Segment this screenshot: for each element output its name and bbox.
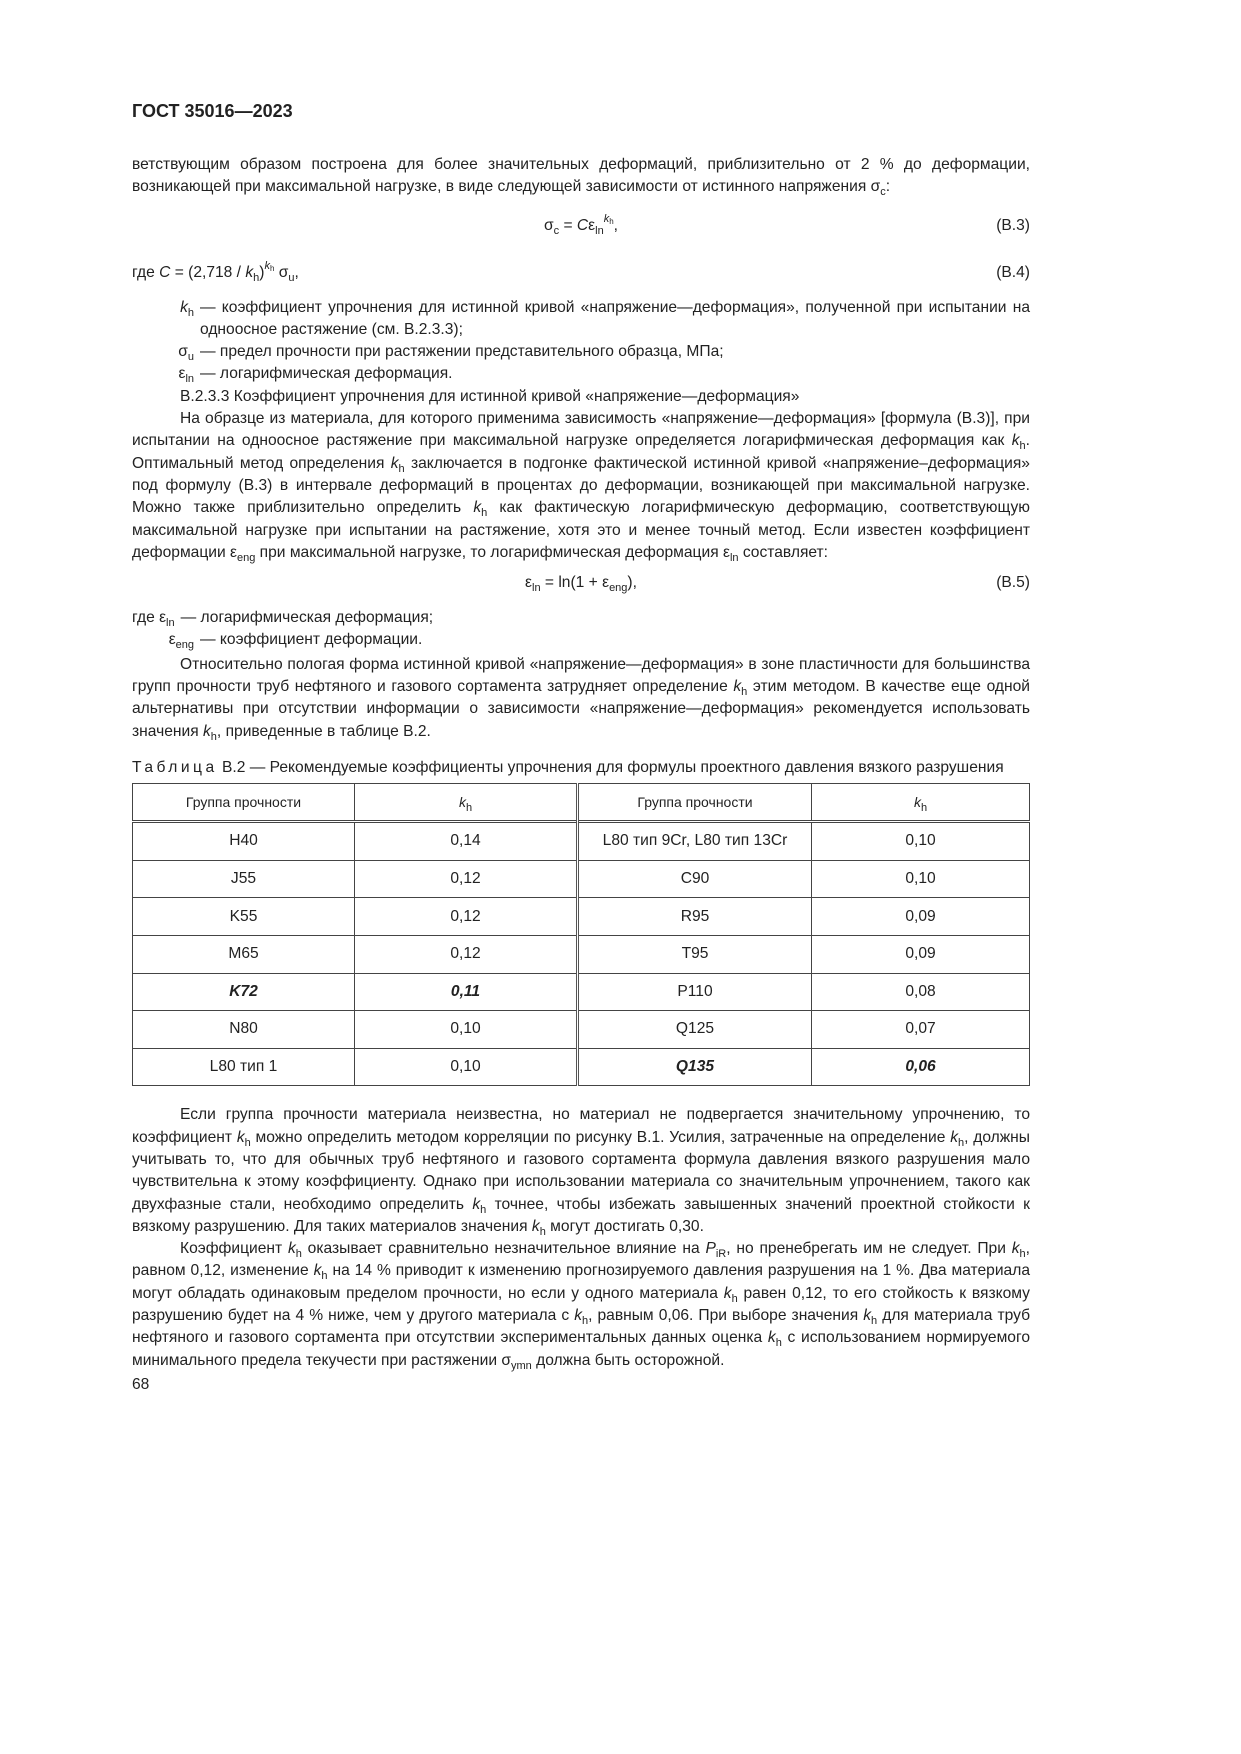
kh-value-cell: 0,10 bbox=[812, 822, 1030, 861]
subscript: ymn bbox=[511, 1359, 532, 1372]
kh-value-cell: 0,14 bbox=[355, 822, 578, 861]
text-run: = (2,718 / bbox=[170, 263, 246, 281]
italic-symbol: k bbox=[473, 499, 482, 517]
definition-item bbox=[132, 607, 1030, 629]
definition-text: — логарифмическая деформация. bbox=[200, 365, 453, 383]
subscript: h bbox=[775, 1337, 782, 1350]
text-run: , должны учитывать то, что для обычных труб нефтяного и газового сортамента формула давления вязкого разрушения мало чувствительна к этому коэффициенту. Однако при использовании материала со значительным упрочнением, такого как двухфазные стали, необходимо определить bbox=[132, 1128, 1031, 1213]
italic-symbol: k bbox=[245, 263, 254, 281]
text-run: ε bbox=[178, 365, 186, 383]
text-run: ε bbox=[525, 574, 532, 592]
strength-group-cell: K55 bbox=[133, 898, 355, 936]
italic-symbol: k bbox=[1011, 432, 1020, 450]
strength-group-cell: H40 bbox=[133, 822, 355, 861]
italic-symbol: k bbox=[472, 1195, 481, 1213]
formula-number: (B.5) bbox=[996, 574, 1030, 592]
italic-symbol: k bbox=[863, 1307, 872, 1325]
text-run: равен 0,12, то его стойкость к вязкому разрушению будет на 4 % ниже, чем у другого материала с bbox=[132, 1284, 1030, 1325]
italic-symbol: k bbox=[180, 298, 188, 316]
text-run: σ bbox=[274, 263, 289, 281]
text-run: = bbox=[559, 216, 577, 234]
subscript: h bbox=[481, 507, 488, 520]
subscript: h bbox=[398, 462, 405, 475]
strength-group-cell: Q125 bbox=[578, 1011, 812, 1049]
superscript: kh bbox=[603, 212, 614, 226]
definition-item bbox=[132, 297, 1030, 342]
subscript: c bbox=[880, 186, 886, 199]
text-run: заключается в подгонке фактической истинной кривой «напряжение–деформация» под формулу (B.3) в интервале деформаций в процентах до деформации, возникающей при максимальной нагрузке. Можно также приблизительно определить bbox=[132, 454, 1030, 517]
subscript: h bbox=[187, 306, 194, 319]
kh-value-cell: 0,10 bbox=[355, 1048, 578, 1086]
text-run: , bbox=[613, 216, 618, 234]
table-header-row bbox=[133, 784, 1030, 822]
formula-b3 bbox=[132, 212, 1030, 237]
paragraph bbox=[132, 154, 1030, 199]
paragraph bbox=[132, 408, 1030, 564]
kh-value-cell: 0,12 bbox=[355, 860, 578, 898]
text-run: оказывает сравнительно незначительное влияние на bbox=[301, 1240, 706, 1258]
subscript: h bbox=[958, 1136, 965, 1149]
strength-group-cell: T95 bbox=[578, 936, 812, 974]
subscript: h bbox=[295, 1248, 302, 1261]
text-run: . Оптимальный метод определения bbox=[132, 432, 1030, 472]
body-top bbox=[132, 154, 1030, 1396]
kh-value-cell: 0,09 bbox=[812, 898, 1030, 936]
column-header: Группа прочности bbox=[578, 784, 812, 822]
text-run: ветствующим образом построена для более значительных деформаций, приблизительно от 2 % до деформации, возникающей при максимальной нагрузке, в виде следующей зависимости от истинного напряжения σ bbox=[132, 156, 1030, 196]
text-run: , но пренебрегать им не следует. При bbox=[726, 1240, 1012, 1258]
subscript: eng bbox=[175, 639, 194, 652]
italic-symbol: k bbox=[1011, 1240, 1020, 1258]
strength-group-cell: K72 bbox=[133, 973, 355, 1011]
subscript: h bbox=[731, 1292, 738, 1305]
table-row bbox=[133, 822, 1030, 861]
strength-group-cell: L80 тип 1 bbox=[133, 1048, 355, 1086]
subscript: u bbox=[187, 351, 194, 364]
kh-value-cell: 0,12 bbox=[355, 936, 578, 974]
italic-symbol: k bbox=[287, 1240, 296, 1258]
italic-symbol: k bbox=[531, 1217, 540, 1235]
text-run: могут достигать 0,30. bbox=[545, 1217, 704, 1235]
strength-group-cell: L80 тип 9Cr, L80 тип 13Cr bbox=[578, 822, 812, 861]
italic-symbol: k bbox=[767, 1329, 776, 1347]
hardening-coefficients-table bbox=[132, 783, 1030, 1086]
subscript: ln bbox=[185, 373, 194, 386]
formula-b4 bbox=[132, 259, 1030, 284]
text-run: ) bbox=[259, 263, 265, 281]
table-row bbox=[133, 973, 1030, 1011]
definition-symbol bbox=[132, 341, 200, 363]
subscript: h bbox=[1019, 440, 1026, 453]
subscript: h bbox=[210, 730, 217, 743]
document-header: ГОСТ 35016—2023 bbox=[132, 101, 293, 121]
definition-item bbox=[132, 629, 1030, 651]
subscript: ln bbox=[729, 551, 739, 564]
strength-group-cell: P110 bbox=[578, 973, 812, 1011]
formula-expression bbox=[132, 212, 1030, 237]
column-header: Группа прочности bbox=[133, 784, 355, 822]
subscript: h bbox=[480, 1203, 487, 1216]
text-run: , равном 0,12, изменение bbox=[132, 1240, 1030, 1280]
subscript: ln bbox=[532, 582, 541, 595]
definitions-list bbox=[132, 607, 1030, 652]
text-run: Относительно пологая форма истинной кривой «напряжение—деформация» в зоне пластичности для большинства групп прочности труб нефтяного и газового сортамента затрудняет определение bbox=[132, 655, 1030, 696]
text-run: : bbox=[885, 178, 891, 196]
italic-symbol: k bbox=[203, 722, 211, 740]
text-run: , приведенные в таблице B.2. bbox=[216, 722, 431, 740]
subscript: iR bbox=[715, 1248, 727, 1261]
text-run: , равным 0,06. При выборе значения bbox=[588, 1307, 864, 1325]
definition-symbol bbox=[132, 607, 181, 629]
italic-symbol: k bbox=[733, 678, 742, 696]
definition-symbol bbox=[132, 297, 200, 342]
subscript: ln bbox=[595, 224, 604, 237]
definition-text: — коэффициент упрочнения для истинной кривой «напряжение—деформация», полученной при испытании на одноосное растяжение (см. B.2.3.3); bbox=[200, 298, 1030, 338]
page-number: 68 bbox=[132, 1375, 150, 1393]
kh-value-cell: 0,10 bbox=[355, 1011, 578, 1049]
strength-group-cell: J55 bbox=[133, 860, 355, 898]
italic-symbol: P bbox=[705, 1240, 716, 1258]
italic-symbol: k bbox=[950, 1128, 958, 1146]
definition-item bbox=[132, 341, 1030, 363]
text-run: должна быть осторожной. bbox=[531, 1351, 725, 1369]
kh-value-cell: 0,08 bbox=[812, 973, 1030, 1011]
subscript: ln bbox=[166, 617, 175, 630]
definition-text: — коэффициент деформации. bbox=[200, 631, 423, 649]
kh-value-cell: 0,12 bbox=[355, 898, 578, 936]
subscript: h bbox=[1019, 1248, 1026, 1261]
strength-group-cell: Q135 bbox=[578, 1048, 812, 1086]
text-run: = ln(1 + ε bbox=[540, 574, 610, 592]
subscript: h bbox=[581, 1315, 589, 1328]
definition-symbol bbox=[132, 363, 200, 385]
italic-symbol: C bbox=[159, 263, 171, 281]
subscript: h bbox=[253, 271, 260, 284]
strength-group-cell: M65 bbox=[133, 936, 355, 974]
text-run: где ε bbox=[132, 609, 167, 627]
italic-symbol: k bbox=[723, 1284, 732, 1302]
subscript: h bbox=[539, 1225, 546, 1238]
text-run: составляет: bbox=[738, 543, 829, 561]
text-run: можно определить методом корреляции по рисунку B.1. Усилия, затраченные на определение bbox=[250, 1128, 951, 1146]
subscript: eng bbox=[236, 551, 256, 564]
strength-group-cell: R95 bbox=[578, 898, 812, 936]
subscript: eng bbox=[609, 582, 628, 595]
table-caption-word: Таблица bbox=[132, 758, 218, 776]
subscript: h bbox=[871, 1315, 878, 1328]
table-row bbox=[133, 1048, 1030, 1086]
subscript: c bbox=[553, 224, 560, 237]
text-run: , bbox=[294, 263, 299, 281]
subscript: u bbox=[288, 271, 295, 284]
table-row bbox=[133, 936, 1030, 974]
column-header: $k_h$ bbox=[355, 784, 578, 822]
formula-expression bbox=[132, 259, 299, 284]
text-run: σ bbox=[544, 216, 554, 234]
definition-symbol bbox=[132, 629, 200, 651]
italic-symbol: k bbox=[236, 1128, 245, 1146]
superscript: kh bbox=[264, 259, 275, 273]
text-run: этим методом. В качестве еще одной альтернативы при отсутствии информации о зависимости «напряжение—деформация» рекомендуется использовать значения bbox=[132, 678, 1031, 740]
definitions-list bbox=[132, 297, 1030, 386]
text-run: σ bbox=[178, 343, 188, 361]
text-run: при максимальной нагрузке, то логарифмическая деформация ε bbox=[255, 543, 730, 561]
text-run: где bbox=[132, 263, 160, 281]
table-caption-text: B.2 — Рекомендуемые коэффициенты упрочнения для формулы проектного давления вязкого разрушения bbox=[222, 758, 1004, 776]
italic-symbol: C bbox=[576, 216, 589, 234]
paragraph bbox=[132, 654, 1030, 743]
paragraph bbox=[132, 1238, 1030, 1372]
text-run: как фактическую логарифмическую деформацию, соответствующую максимальной нагрузке при испытании на растяжение, хотя это и менее точный метод. Если известен коэффициент деформации ε bbox=[132, 499, 1030, 561]
table-row bbox=[133, 860, 1030, 898]
text-run: ε bbox=[168, 631, 176, 649]
kh-value-cell: 0,11 bbox=[355, 973, 578, 1011]
definition-text: — логарифмическая деформация; bbox=[180, 609, 434, 627]
column-header: $k_h$ bbox=[812, 784, 1030, 822]
text-run: Коэффициент bbox=[180, 1240, 288, 1258]
text-run: на 14 % приводит к изменению прогнозируемого давления разрушения на 1 %. Два материала могут обладать одинаковым пределом прочности, но если у одного материала bbox=[132, 1262, 1030, 1302]
text-run: ε bbox=[588, 216, 596, 234]
subscript: h bbox=[741, 686, 748, 699]
table-caption bbox=[132, 757, 1030, 779]
text-run: с использованием нормируемого минимального предела текучести при растяжении σ bbox=[132, 1329, 1030, 1369]
text-run: для материала труб нефтяного и газового сортамента при отсутствии экспериментальных данных оценка bbox=[132, 1307, 1031, 1347]
formula-expression bbox=[132, 572, 1030, 594]
definition-text: — предел прочности при растяжении представительного образца, МПа; bbox=[200, 343, 724, 361]
italic-symbol: k bbox=[574, 1307, 582, 1325]
table-row bbox=[133, 1011, 1030, 1049]
text-run: На образце из материала, для которого применима зависимость «напряжение—деформация» [формула (B.3)], при испытании на одноосное растяжение при максимальной нагрузке определяется логарифмическая деформация как bbox=[132, 410, 1030, 450]
kh-value-cell: 0,06 bbox=[812, 1048, 1030, 1086]
strength-group-cell: C90 bbox=[578, 860, 812, 898]
italic-symbol: k bbox=[313, 1262, 322, 1280]
kh-value-cell: 0,10 bbox=[812, 860, 1030, 898]
section-heading: B.2.3.3 Коэффициент упрочнения для истинной кривой «напряжение—деформация» bbox=[180, 387, 800, 405]
formula-number: (B.3) bbox=[996, 216, 1030, 234]
formula-number: (B.4) bbox=[996, 263, 1030, 281]
subscript: h bbox=[244, 1136, 251, 1149]
table-row bbox=[133, 898, 1030, 936]
paragraph bbox=[132, 1104, 1030, 1238]
italic-symbol: k bbox=[390, 454, 399, 472]
strength-group-cell: N80 bbox=[133, 1011, 355, 1049]
kh-value-cell: 0,07 bbox=[812, 1011, 1030, 1049]
definition-item bbox=[132, 363, 1030, 385]
text-run: Если группа прочности материала неизвестна, но материал не подвергается значительному упрочнению, то коэффициент bbox=[132, 1106, 1030, 1146]
subscript: h bbox=[321, 1270, 328, 1283]
text-run: точнее, чтобы избежать завышенных значений проектной стойкости к вязкому разрушению. Для таких материалов значения bbox=[132, 1195, 1030, 1235]
text-run: ), bbox=[627, 574, 637, 592]
formula-b5 bbox=[132, 572, 1030, 594]
kh-value-cell: 0,09 bbox=[812, 936, 1030, 974]
